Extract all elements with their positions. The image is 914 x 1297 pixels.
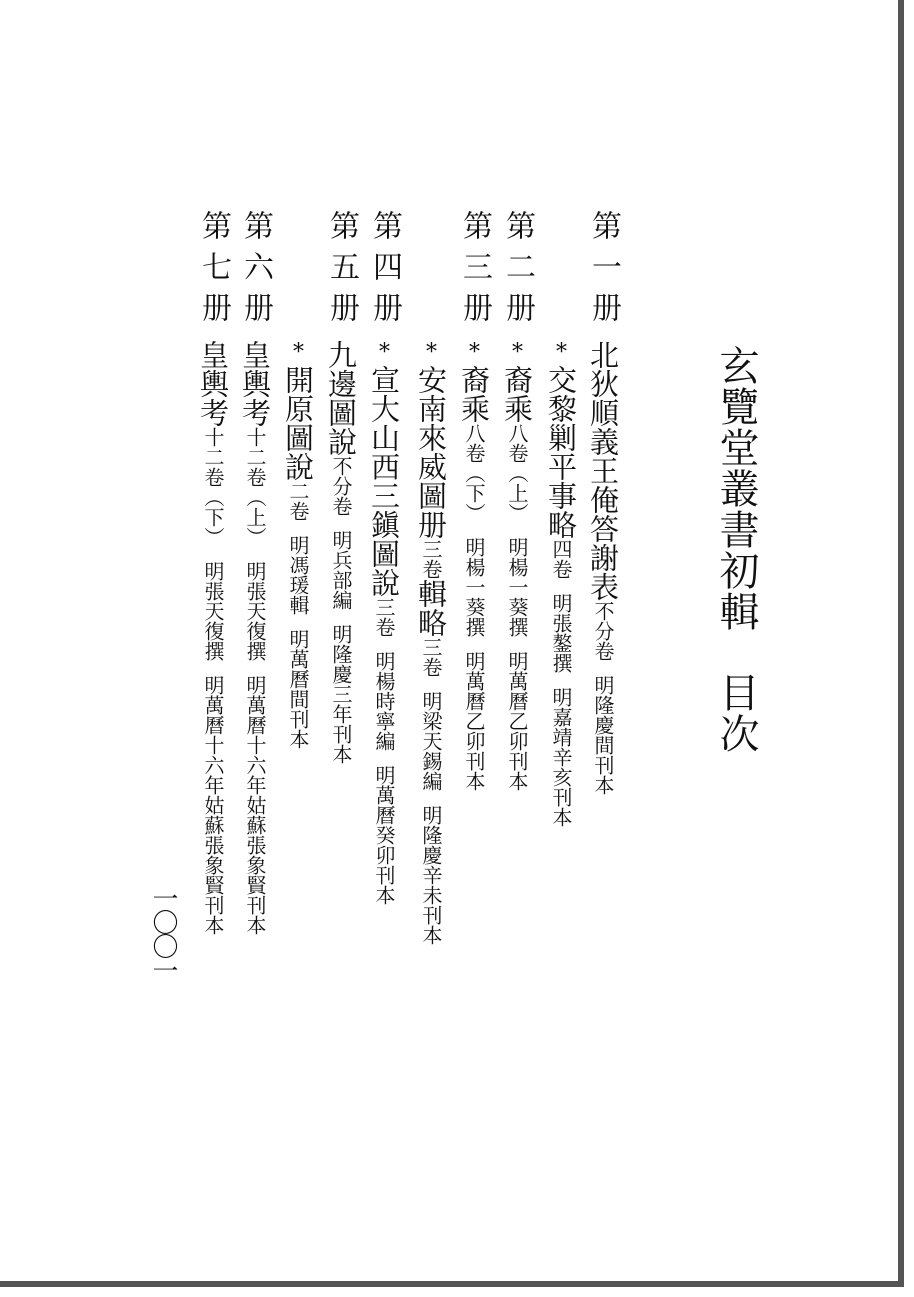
volume-label-3: 第三册	[457, 210, 492, 333]
title-suffix: 目次	[713, 672, 759, 754]
toc-entry: *宣大山西三鎭圖說三卷明楊時寧編明萬曆癸卯刊本	[367, 340, 401, 905]
volume-label-2: 第二册	[500, 210, 535, 333]
page-title	[713, 345, 759, 754]
volume-label-4: 第四册	[367, 210, 402, 333]
title-text: 玄覽堂叢書初輯	[713, 345, 759, 632]
volume-label-7: 第七册	[196, 210, 231, 333]
volume-label-1: 第一册	[586, 210, 621, 333]
volume-label-6: 第六册	[238, 210, 273, 333]
volume-label-5: 第五册	[324, 210, 359, 333]
page-number: 一〇〇一	[148, 885, 178, 981]
toc-entry: 皇輿考十二卷（上）明張天復撰明萬曆十六年姑蘇張象賢刊本	[238, 340, 272, 935]
toc-entry: 皇輿考十二卷（下）明張天復撰明萬曆十六年姑蘇張象賢刊本	[196, 340, 230, 935]
toc-entry: 九邊圖說不分卷明兵部編明隆慶三年刊本	[324, 340, 358, 764]
toc-entry: *裔乘八卷（上）明楊一葵撰明萬曆乙卯刊本	[500, 340, 534, 791]
toc-entry: 北狄順義王俺答謝表不分卷明隆慶間刊本	[586, 340, 620, 795]
toc-entry: *交黎剿平事略四卷明張鏊撰明嘉靖辛亥刊本	[544, 340, 578, 827]
toc-entry: *開原圖說二卷明馮瑗輯明萬曆間刊本	[281, 340, 315, 749]
toc-entry: *裔乘八卷（下）明楊一葵撰明萬曆乙卯刊本	[457, 340, 491, 791]
toc-entry: *安南來威圖册三卷輯略三卷明梁天錫編明隆慶辛未刊本	[414, 340, 448, 945]
